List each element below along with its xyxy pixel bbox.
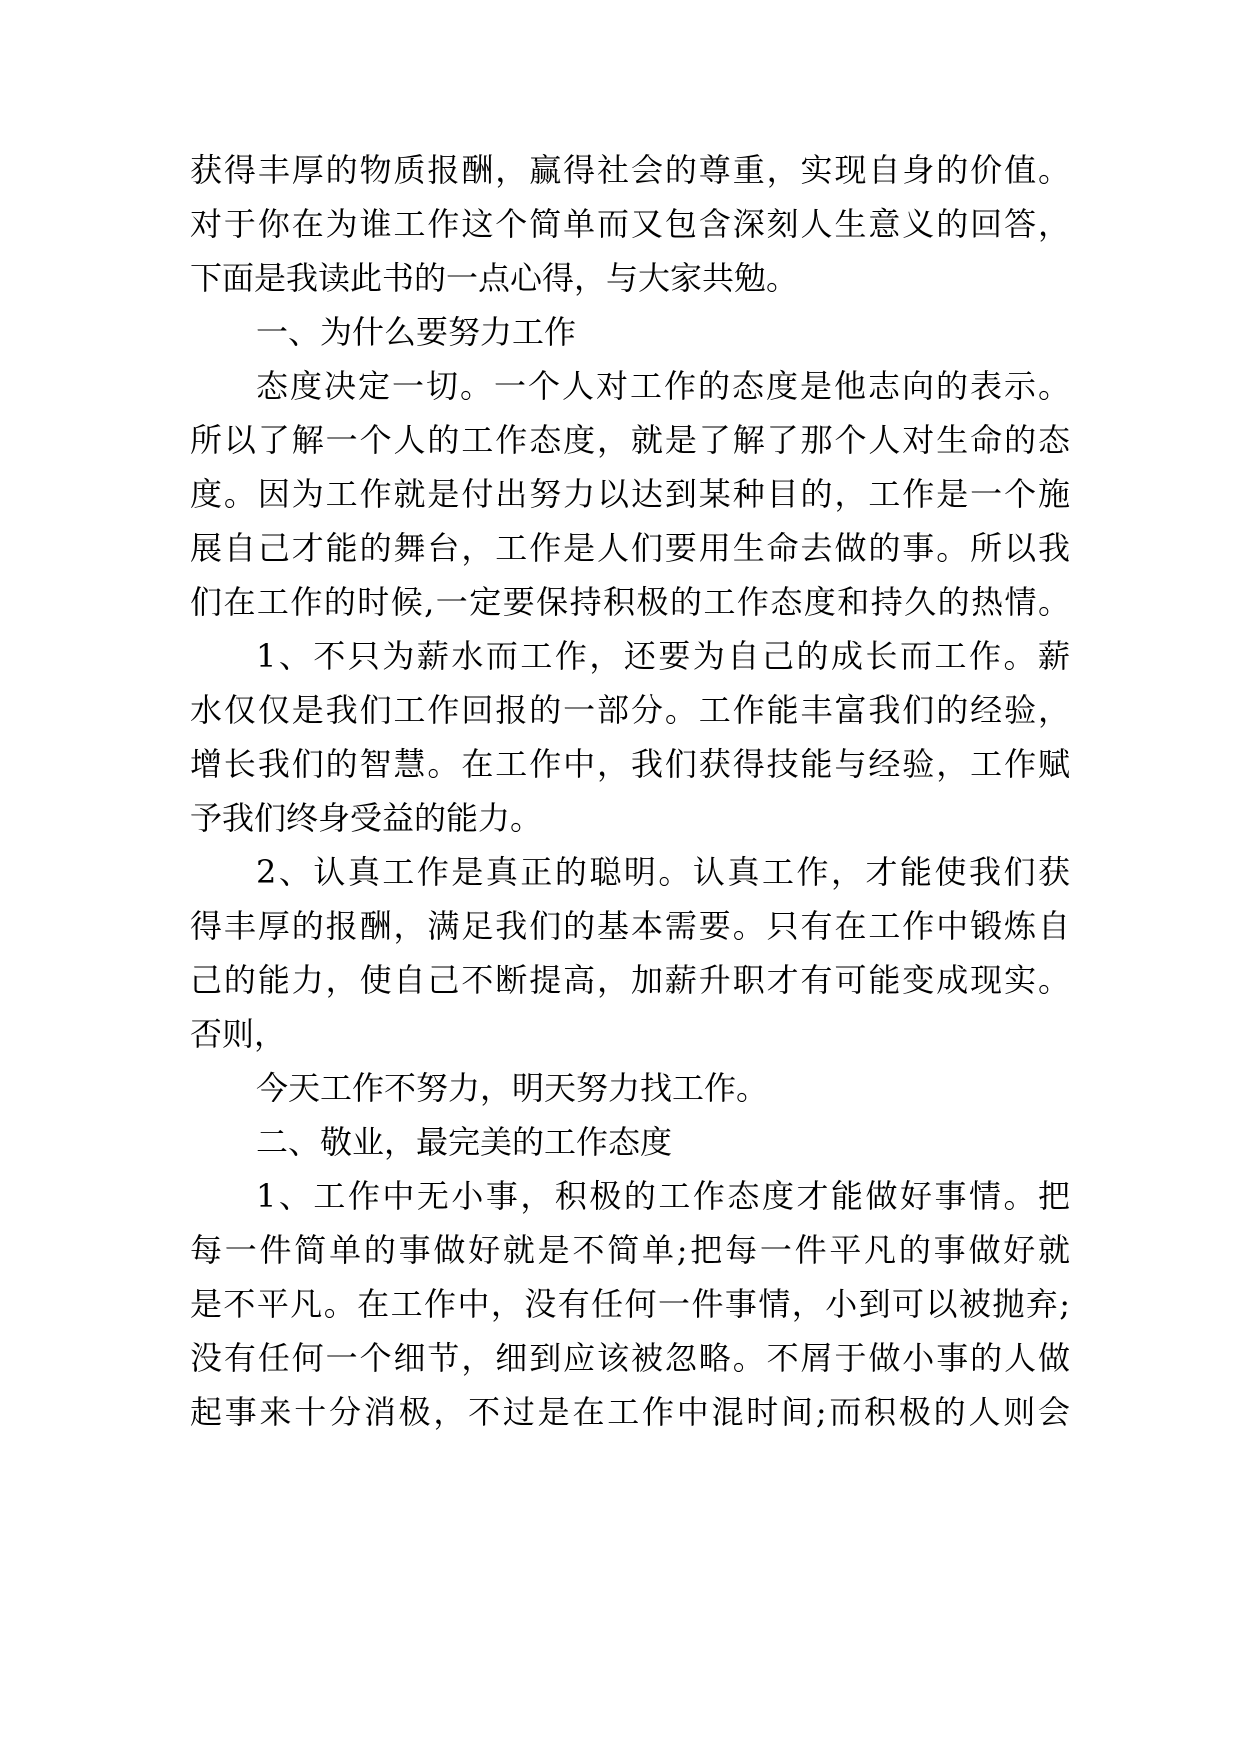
text-line: 水仅仅是我们工作回报的一部分。工作能丰富我们的经验，	[190, 691, 1070, 729]
text-line: 展自己才能的舞台，工作是人们要用生命去做的事。所以我	[190, 529, 1070, 567]
section-heading: 二、敬业，最完美的工作态度	[256, 1123, 673, 1161]
text-line: 们在工作的时候,一定要保持积极的工作态度和持久的热情。	[190, 583, 1070, 621]
text-line: 1、工作中无小事，积极的工作态度才能做好事情。把	[256, 1177, 1070, 1215]
text-line: 2、认真工作是真正的聪明。认真工作，才能使我们获	[256, 853, 1070, 891]
text-line: 予我们终身受益的能力。	[190, 799, 543, 837]
text-line: 每一件简单的事做好就是不简单;把每一件平凡的事做好就	[190, 1231, 1070, 1269]
text-line: 1、不只为薪水而工作，还要为自己的成长而工作。薪	[256, 637, 1070, 675]
text-line: 态度决定一切。一个人对工作的态度是他志向的表示。	[256, 367, 1070, 405]
section-heading: 一、为什么要努力工作	[256, 313, 577, 351]
text-line: 对于你在为谁工作这个简单而又包含深刻人生意义的回答，	[190, 205, 1070, 243]
text-line: 增长我们的智慧。在工作中，我们获得技能与经验，工作赋	[190, 745, 1070, 783]
text-line: 获得丰厚的物质报酬，赢得社会的尊重，实现自身的价值。	[190, 151, 1070, 189]
text-line: 己的能力，使自己不断提高，加薪升职才有可能变成现实。	[190, 961, 1070, 999]
text-line: 所以了解一个人的工作态度，就是了解了那个人对生命的态	[190, 421, 1070, 459]
text-line: 没有任何一个细节，细到应该被忽略。不屑于做小事的人做	[190, 1339, 1070, 1377]
text-line: 否则，	[190, 1015, 287, 1053]
text-line: 起事来十分消极，不过是在工作中混时间;而积极的人则会	[190, 1393, 1070, 1431]
text-line: 今天工作不努力，明天努力找工作。	[256, 1069, 769, 1107]
text-line: 得丰厚的报酬，满足我们的基本需要。只有在工作中锻炼自	[190, 907, 1070, 945]
text-line: 度。因为工作就是付出努力以达到某种目的，工作是一个施	[190, 475, 1070, 513]
text-line: 下面是我读此书的一点心得，与大家共勉。	[190, 259, 799, 297]
text-line: 是不平凡。在工作中，没有任何一件事情，小到可以被抛弃;	[190, 1285, 1070, 1323]
